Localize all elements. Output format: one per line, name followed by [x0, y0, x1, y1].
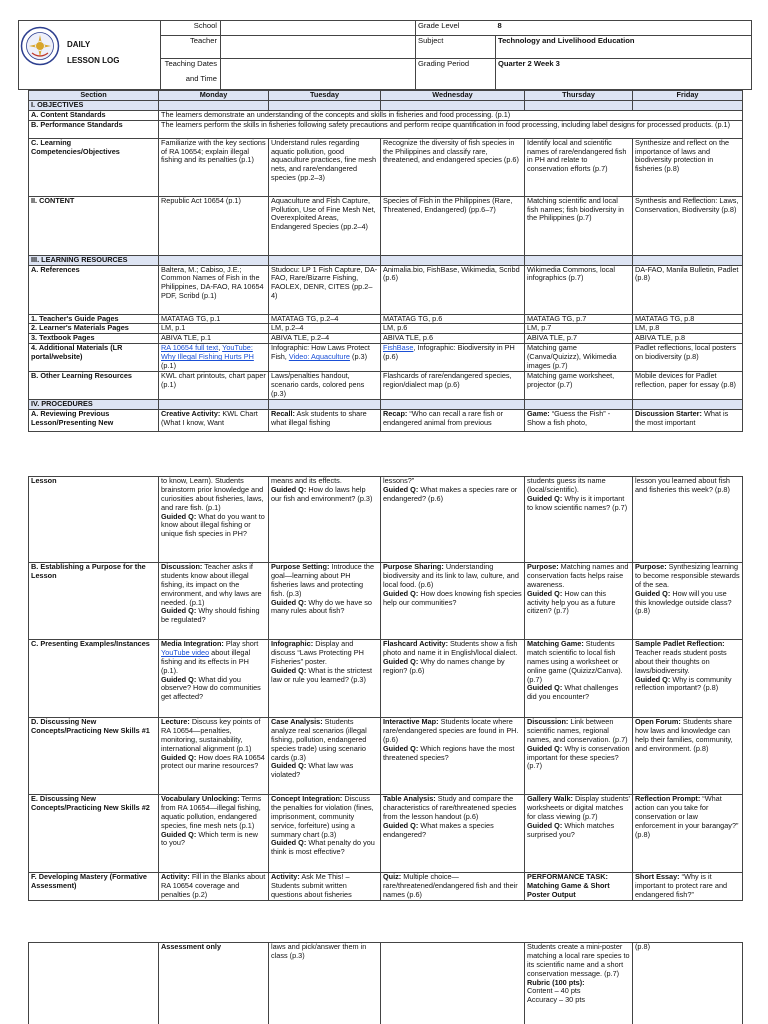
purpose-fri: Purpose: Synthesizing learning to become responsible stewards of the sea. Guided Q: How will you use this knowledge outside class? (p.8): [633, 563, 743, 640]
references-tue: Studocu: LP 1 Fish Capture, DA-FAO, Rare/Bizarre Fishing, FAOLEX, DENR, CITES (pp.2–4): [269, 265, 381, 314]
lm-mon: LM, p.1: [159, 324, 269, 334]
competency-tue: Understand rules regarding aquatic pollution, good aquaculture practices, fine mesh nets, and rare/endangered species (pp.2–3): [269, 138, 381, 196]
resources-heading: III. LEARNING RESOURCES: [29, 255, 159, 265]
other-resources-label: B. Other Learning Resources: [29, 372, 159, 400]
present-fri: Sample Padlet Reflection: Teacher reads student posts about their thoughts on laws/biodiversity. Guided Q: Why is community reflection important? (p.8): [633, 640, 743, 718]
discuss1-tue: Case Analysis: Students analyze real scenarios (illegal fishing, pollution, endangered species trade) using scenario cards (p.3) Guided Q: What law was violated?: [269, 718, 381, 795]
competency-fri: Synthesize and reflect on the importance of laws and biodiversity protection in fisheries (p.8): [633, 138, 743, 196]
procedures-heading: IV. PROCEDURES: [29, 400, 159, 410]
col-thursday: Thursday: [525, 91, 633, 101]
tg-wed: MATATAG TG, p.6: [381, 314, 525, 324]
content-standards-label: A. Content Standards: [29, 110, 159, 120]
discuss1-thu: Discussion: Link between scientific names, regional names, and conservation. (p.7) Guided Q: Why is conservation important for these species? (p.7): [525, 718, 633, 795]
discuss2-mon: Vocabulary Unlocking: Terms from RA 10654—illegal fishing, aquatic pollution, endangered species, fine mesh nets (p.1) Guided Q: Which term is new to you?: [159, 795, 269, 873]
tb-thu: ABIVA TLE, p.7: [525, 334, 633, 344]
competencies-label: C. Learning Competencies/Objectives: [29, 138, 159, 196]
lesson-table-page-3: [28, 942, 743, 1024]
youtube-illegal-fishing-link[interactable]: YouTube: Why Illegal Fishing Hurts PH: [161, 343, 254, 362]
tg-thu: MATATAG TG, p.7: [525, 314, 633, 324]
mastery-mon: Activity: Fill in the Blanks about RA 10654 coverage and penalties (p.2): [159, 873, 269, 901]
references-fri: DA-FAO, Manila Bulletin, Padlet (p.8): [633, 265, 743, 314]
mastery-fri: Short Essay: “Why is it important to protect rare and endangered fish?”: [633, 873, 743, 901]
review-mon-cont: to know, Learn). Students brainstorm prior knowledge and curiosities about fisheries, laws, and rare fish. (p.1) Guided Q: What do you want to know about illegal fishing or unique fish species in PH?: [159, 477, 269, 563]
header-table: [18, 20, 752, 90]
grade-value[interactable]: 8: [496, 21, 752, 36]
review-mon: Creative Activity: KWL Chart (What I know, Want: [159, 410, 269, 432]
dll-title-line2: LESSON LOG: [67, 56, 120, 65]
dates-label-2: and Time: [161, 74, 221, 89]
purpose-mon: Discussion: Teacher asks if students know about illegal fishing, its impact on the environment, and why laws are needed. (p.1) Guided Q: Why should fishing be regulated?: [159, 563, 269, 640]
col-wednesday: Wednesday: [381, 91, 525, 101]
mastery-tue-cont: laws and pick/answer them in class (p.3): [269, 943, 381, 1024]
mastery-fri-cont: (p.8): [633, 943, 743, 1024]
mastery-mon-cont: Assessment only: [159, 943, 269, 1024]
subject-label: Subject: [416, 36, 496, 59]
lm-wed: LM, p.6: [381, 324, 525, 334]
discuss1-wed: Interactive Map: Students locate where rare/endangered species are found in PH. (p.6) Guided Q: Which regions have the most threatened species?: [381, 718, 525, 795]
content-fri: Synthesis and Reflection: Laws, Conservation, Biodiversity (p.8): [633, 196, 743, 255]
mastery-wed: Quiz: Multiple choice—rare/threatened/endangered fish and their names (p.6): [381, 873, 525, 901]
content-wed: Species of Fish in the Philippines (Rare, Threatened, Endangered) (pp.6–7): [381, 196, 525, 255]
lm-fri: LM, p.8: [633, 324, 743, 334]
mastery-label: F. Developing Mastery (Formative Assessment): [29, 873, 159, 901]
discuss2-label: E. Discussing New Concepts/Practicing New Skills #2: [29, 795, 159, 873]
review-tue-cont: means and its effects. Guided Q: How do laws help our fish and environment? (p.3): [269, 477, 381, 563]
competency-thu: Identify local and scientific names of rare/endangered fish in PH and relate to conservation efforts (p.7): [525, 138, 633, 196]
discuss2-tue: Concept Integration: Discuss the penalties for violation (fines, imprisonment, community service, forfeiture) using a summary chart (p.3) Guided Q: What penalty do you think is most effective?: [269, 795, 381, 873]
mastery-thu: PERFORMANCE TASK: Matching Game & Short Poster Output: [525, 873, 633, 901]
references-label: A. References: [29, 265, 159, 314]
logo-cell: [19, 21, 161, 90]
discuss1-mon: Lecture: Discuss key points of RA 10654—penalties, monitoring, sustainability, international alignment (p.1) Guided Q: How does RA 10654 protect our marine resources?: [159, 718, 269, 795]
purpose-tue: Purpose Setting: Introduce the goal—learning about PH fisheries laws and protecting fish. (p.3) Guided Q: Why do we have so many rules about fish?: [269, 563, 381, 640]
tb-mon: ABIVA TLE, p.1: [159, 334, 269, 344]
purpose-thu: Purpose: Matching names and conservation facts helps raise awareness. Guided Q: How can this activity help you as a future citizen? (p.7): [525, 563, 633, 640]
references-wed: Animalia.bio, FishBase, Wikimedia, Scribd (p.6): [381, 265, 525, 314]
period-value[interactable]: Quarter 2 Week 3: [496, 59, 752, 90]
discuss1-label: D. Discussing New Concepts/Practicing New Skills #1: [29, 718, 159, 795]
additional-tue: Infographic: How Laws Protect Fish, Video: Aquaculture (p.3): [269, 344, 381, 372]
col-tuesday: Tuesday: [269, 91, 381, 101]
performance-standards: The learners perform the skills in fisheries following safety precautions and perform recipe quantification in food processing, including label designs for processed products. (p.1): [159, 120, 743, 138]
performance-standards-label: B. Performance Standards: [29, 120, 159, 138]
discuss2-thu: Gallery Walk: Display students' worksheets or digital matches for class viewing (p.7) Guided Q: Which matches surprised you?: [525, 795, 633, 873]
additional-fri: Padlet reflections, local posters on biodiversity (p.8): [633, 344, 743, 372]
present-tue: Infographic: Display and discuss “Laws Protecting PH Fisheries” poster. Guided Q: What is the strictest law or rule you learned? (p.3): [269, 640, 381, 718]
present-wed: Flashcard Activity: Students show a fish photo and name it in English/local dialect. Guided Q: Why do names change by region? (p.6): [381, 640, 525, 718]
present-label: C. Presenting Examples/Instances: [29, 640, 159, 718]
mastery-label-cont: [29, 943, 159, 1024]
mastery-thu-cont: Students create a mini-poster matching a local rare species to its scientific name and a short conservation message. (p.7) Rubric (100 pts): Content – 40 pts Accuracy – 30 pts: [525, 943, 633, 1024]
discuss1-fri: Open Forum: Students share how laws and knowledge can help their families, community, and environment. (p.8): [633, 718, 743, 795]
youtube-video-link[interactable]: YouTube video: [161, 647, 210, 657]
review-label: A. Reviewing Previous Lesson/Presenting New: [29, 410, 159, 432]
mastery-tue: Activity: Ask Me This! – Students submit written questions about fisheries: [269, 873, 381, 901]
additional-label: 4. Additional Materials (LR portal/website): [29, 344, 159, 372]
content-mon: Republic Act 10654 (p.1): [159, 196, 269, 255]
competency-wed: Recognize the diversity of fish species in the Philippines and classify rare, threatened, and endangered species (p.6): [381, 138, 525, 196]
col-friday: Friday: [633, 91, 743, 101]
content-standards: The learners demonstrate an understanding of the concepts and skills in fisheries and food processing. (p.1): [159, 110, 743, 120]
purpose-label: B. Establishing a Purpose for the Lesson: [29, 563, 159, 640]
review-fri-cont: lesson you learned about fish and fisheries this week? (p.8): [633, 477, 743, 563]
other-wed: Flashcards of rare/endangered species, region/dialect map (p.6): [381, 372, 525, 400]
content-thu: Matching scientific and local fish names; fish biodiversity in the Philippines (p.7): [525, 196, 633, 255]
other-mon: KWL chart printouts, chart paper (p.1): [159, 372, 269, 400]
other-tue: Laws/penalties handout, scenario cards, colored pens (p.3): [269, 372, 381, 400]
lm-thu: LM, p.7: [525, 324, 633, 334]
fishbase-link[interactable]: FishBase: [383, 343, 414, 353]
discuss2-wed: Table Analysis: Study and compare the characteristics of rare/threatened species from the lesson handout (p.6) Guided Q: What makes a species endangered?: [381, 795, 525, 873]
tb-fri: ABIVA TLE, p.8: [633, 334, 743, 344]
references-mon: Baltera, M.; Cabiso, J.E.; Common Names of Fish in the Philippines, DA-FAO, RA 10654 PDF, Scribd (p.1): [159, 265, 269, 314]
subject-value[interactable]: Technology and Livelihood Education: [496, 36, 752, 59]
period-label: Grading Period: [416, 59, 496, 90]
other-fri: Mobile devices for Padlet reflection, paper for essay (p.8): [633, 372, 743, 400]
lesson-table-page-1: [28, 90, 743, 432]
content-label: II. CONTENT: [29, 196, 159, 255]
present-mon: Media Integration: Play short YouTube video about illegal fishing and its effects in PH (p.1). Guided Q: What did you observe? How do communities get affected?: [159, 640, 269, 718]
school-label: School: [161, 21, 221, 36]
additional-wed: FishBase, Infographic: Biodiversity in PH (p.6): [381, 344, 525, 372]
present-thu: Matching Game: Students match scientific to local fish names using a worksheet or online game (Quizizz/Canva). (p.7) Guided Q: What challenges did you encounter?: [525, 640, 633, 718]
tb-wed: ABIVA TLE, p.6: [381, 334, 525, 344]
dates-value[interactable]: [221, 59, 416, 90]
dates-label-1: Teaching Dates: [161, 59, 221, 74]
review-fri: Discussion Starter: What is the most important: [633, 410, 743, 432]
content-tue: Aquaculture and Fish Capture, Pollution, Use of Fine Mesh Net, Overexploited Areas, Endangered Species (pp.2–4): [269, 196, 381, 255]
references-thu: Wikimedia Commons, local infographics (p.7): [525, 265, 633, 314]
tb-label: 3. Textbook Pages: [29, 334, 159, 344]
tb-tue: ABIVA TLE, p.2–4: [269, 334, 381, 344]
col-monday: Monday: [159, 91, 269, 101]
teacher-value[interactable]: [221, 36, 416, 59]
review-thu: Game: “Guess the Fish” - Show a fish photo,: [525, 410, 633, 432]
review-wed-cont: lessons?” Guided Q: What makes a species rare or endangered? (p.6): [381, 477, 525, 563]
col-section: Section: [29, 91, 159, 101]
review-wed: Recap: “Who can recall a rare fish or endangered animal from previous: [381, 410, 525, 432]
grade-label: Grade Level: [416, 21, 496, 36]
additional-thu: Matching game (Canva/Quizizz), Wikimedia images (p.7): [525, 344, 633, 372]
ra10654-link[interactable]: RA 10654 full text: [161, 343, 219, 353]
tg-fri: MATATAG TG, p.8: [633, 314, 743, 324]
teacher-label: Teacher: [161, 36, 221, 59]
tg-tue: MATATAG TG, p.2–4: [269, 314, 381, 324]
school-value[interactable]: [221, 21, 416, 36]
review-label-cont: Lesson: [29, 477, 159, 563]
lesson-table-page-2: [28, 476, 743, 901]
mastery-wed-cont: [381, 943, 525, 1024]
discuss2-fri: Reflection Prompt: “What action can you take for conservation or law enforcement in your barangay?” (p.8): [633, 795, 743, 873]
other-thu: Matching game worksheet, projector (p.7): [525, 372, 633, 400]
video-aquaculture-link[interactable]: Video: Aquaculture: [288, 352, 350, 362]
lm-label: 2. Learner's Materials Pages: [29, 324, 159, 334]
tg-mon: MATATAG TG, p.1: [159, 314, 269, 324]
purpose-wed: Purpose Sharing: Understanding biodiversity and its link to law, culture, and local food. (p.6) Guided Q: How does knowing fish species help our communities?: [381, 563, 525, 640]
additional-mon: RA 10654 full text, YouTube: Why Illegal Fishing Hurts PH (p.1): [159, 344, 269, 372]
review-thu-cont: students guess its name (local/scientific). Guided Q: Why is it important to know scientific names? (p.7): [525, 477, 633, 563]
competency-mon: Familiarize with the key sections of RA 10654; explain illegal fishing and its penalties (p.1): [159, 138, 269, 196]
objectives-heading: I. OBJECTIVES: [29, 100, 159, 110]
dll-title-line1: DAILY: [67, 40, 91, 49]
review-tue: Recall: Ask students to share what illegal fishing: [269, 410, 381, 432]
tg-label: 1. Teacher's Guide Pages: [29, 314, 159, 324]
lm-tue: LM, p.2–4: [269, 324, 381, 334]
